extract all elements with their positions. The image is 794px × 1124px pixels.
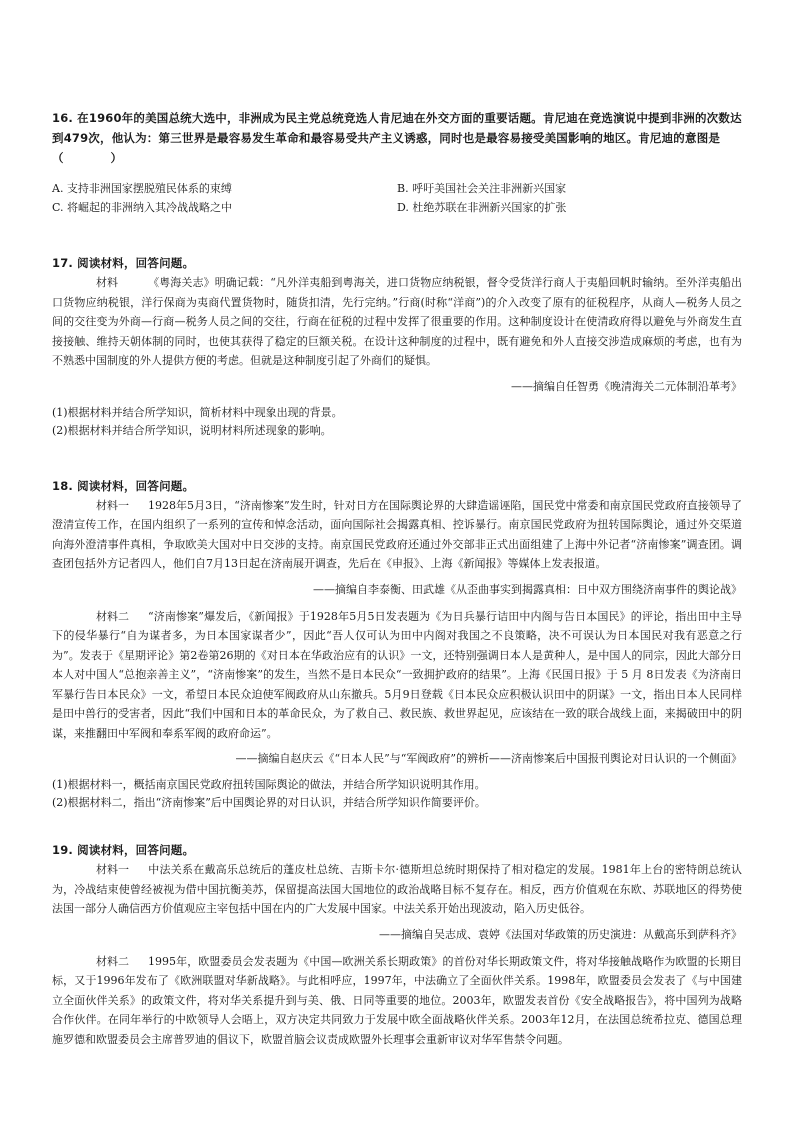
question-18 (52, 476, 742, 813)
question-16 (52, 108, 742, 218)
option-d[interactable]: D. 杜绝苏联在非洲新兴国家的扩张 (397, 201, 567, 214)
material-2-source: ——摘编自赵庆云《“日本人民”与“军阀政府”的辨析——济南惨案后中国报刊舆论对日认识的一个侧面》 (235, 752, 742, 765)
option-b[interactable]: B. 呼吁美国社会关注非洲新兴国家 (397, 182, 567, 195)
sub-question-2: (2)根据材料二，指出“济南惨案”后中国舆论界的对日认识，并结合所学知识作简要评价。 (52, 796, 486, 809)
question-16-stem: 16. 在1960年的美国总统大选中，非洲成为民主党总统竞选人肯尼迪在外交方面的重要话题。肯尼迪在竞选演说中提到非洲的次数达到479次，他认为：第三世界是最容易发生革命和最容易受共产主义诱惑，同时也是最容易接受美国影响的地区。肯尼迪的意图是（ ） (52, 110, 742, 165)
material-label: 材料 (96, 276, 118, 289)
question-17 (52, 253, 742, 440)
question-17-heading: 17. 阅读材料，回答问题。 (52, 256, 195, 270)
material-text: 1928年5月3日，“济南惨案”发生时，针对日方在国际舆论界的大肆造谣诬陷，国民党中常委和南京国民党政府直接领导了澄清宣传工作，在国内组织了一系列的宣传和悼念活动，面向国际社会揭露真相、控诉暴行。南京国民党政府为扭转国际舆论，通过外交渠道向海外澄清事件真相，争取欧美大国对中日交涉的支持。南京国民党政府还通过外交部非正式出面组建了上海中外记者“济南惨案”调查团。调查团包括外方记者四人，他们自7月13日起在济南展开调查，先后在《申报》、上海《新闻报》等媒体上发表报道。 (52, 498, 742, 570)
material-1-source: ——摘编自吴志成、袁婷《法国对华政策的历史演进：从戴高乐到萨科齐》 (379, 927, 742, 941)
sub-question-1: (1)根据材料一，概括南京国民党政府扭转国际舆论的做法，并结合所学知识说明其作用。 (52, 778, 486, 791)
question-18-heading: 18. 阅读材料，回答问题。 (52, 478, 195, 493)
material-text: “济南惨案”爆发后，《新闻报》于1928年5月5日发表题为《为日兵暴行诘田中内阁与告日本国民》的评论，指出田中主导下的侵华暴行“自为谋者多，为日本国家谋者少”，因此“吾人仅可认为田中内阁对我国之不良策略，决不可误认为日本国民对我有恶意之行为”。发表于《星期评论》第2卷第26期的《对日本在华政治应有的认识》一文，还特别强调日本人是黄种人，是中国人的同宗，因此大部分日本人对中国人“总抱亲善主义”，“济南惨案”的发生，当然不是日本民众“一致拥护政府的结果”。上海《民国日报》于 5 月 8日发表《为济南日军暴行告日本民众》一文，希望日本民众迫使军阀政府从山东撤兵。5月9日登载《日本民众应积极认识田中的阴谋》一文，指出日本人民同样是田中兽行的受害者，因此“我们中国和日本的革命民众，为了救自己、救民族、救世界起见，应该结在一致的联合战线上面，来揭破田中的阴谋，来推翻田中军阀和奉系军阀的政府命运”。 (52, 609, 742, 740)
material-label: 材料一 (96, 498, 129, 512)
question-19-heading: 19. 阅读材料，回答问题。 (52, 843, 195, 857)
exam-page (52, 96, 742, 1049)
question-19-material-2 (52, 952, 742, 1050)
question-18-material-1 (52, 496, 742, 574)
question-16-options (52, 179, 742, 217)
question-19-material-1 (52, 860, 742, 919)
material-label: 材料二 (96, 954, 129, 968)
question-17-material (52, 273, 742, 371)
question-19 (52, 840, 742, 1049)
material-text: 中法关系在戴高乐总统后的蓬皮杜总统、吉斯卡尔·德斯坦总统时期保持了相对稳定的发展。1981年上台的密特朗总统认为，冷战结束使曾经被视为借中国抗衡美苏，保留提高法国大国地位的政治战略目标不复存在。相反，西方价值观在东欧、苏联地区的得势使法国一部分人确信西方价值观应主宰包括中国在内的广大发展中国家。中法关系开始出现波动，陷入历史低谷。 (52, 863, 742, 915)
sub-question-2: (2)根据材料并结合所学知识，说明材料所述现象的影响。 (52, 423, 332, 437)
sub-question-1: (1)根据材料并结合所学知识，简析材料中现象出现的背景。 (52, 405, 343, 419)
material-text: 《粤海关志》明确记载：“凡外洋夷船到粤海关，进口货物应纳税银，督令受货洋行商人于夷船回帆时输纳。至外洋夷船出口货物应纳税银，洋行保商为夷商代置货物时，随货扣清，先行完纳。”行商(时称“洋商”)的介入改变了原有的征税程序，从商人—税务人员之间的交往变为外商—行商—税务人员之间的交往，行商在征税的过程中发挥了很重要的作用。这种制度设计在使清政府得以避免与外商发生直接接触、维持天朝体制的同时，也使其获得了稳定的巨额关税。在设计这种制度的过程中，既有避免和外人直接交涉造成麻烦的考虑，也有为不熟悉中国制度的外人提供方便的考虑。但就是这种制度引起了外商们的疑惧。 (52, 276, 742, 367)
material-text: 1995年，欧盟委员会发表题为《中国—欧洲关系长期政策》的首份对华长期政策文件，将对华接触战略作为欧盟的长期目标，又于1996年发布了《欧洲联盟对华新战略》。与此相呼应，1997年，中法确立了全面伙伴关系。1998年，欧盟委员会发表了《与中国建立全面伙伴关系》的政策文件，将对华关系提升到与美、俄、日同等重要的地位。2003年，欧盟发表首份《安全战略报告》，将中国列为战略合作伙伴。在同年举行的中欧领导人会晤上，双方决定共同致力于发展中欧全面战略伙伴关系。2003年12月，在法国总统希拉克、德国总理施罗德和欧盟委员会主席普罗迪的倡议下，欧盟首脑会议责成欧盟外长理事会重新审议对华军售禁令问题。 (52, 954, 742, 1046)
question-18-material-2 (52, 607, 742, 744)
option-a[interactable]: A. 支持非洲国家摆脱殖民体系的束缚 (52, 182, 232, 195)
material-1-source: ——摘编自李泰衡、田武雄《从歪曲事实到揭露真相：日中双方围绕济南事件的舆论战》 (313, 582, 742, 596)
material-source: ——摘编自任智勇《晚清海关二元体制沿革考》 (511, 379, 742, 393)
material-label: 材料一 (96, 863, 129, 876)
material-label: 材料二 (96, 609, 129, 623)
option-c[interactable]: C. 将崛起的非洲纳入其冷战战略之中 (52, 201, 233, 214)
